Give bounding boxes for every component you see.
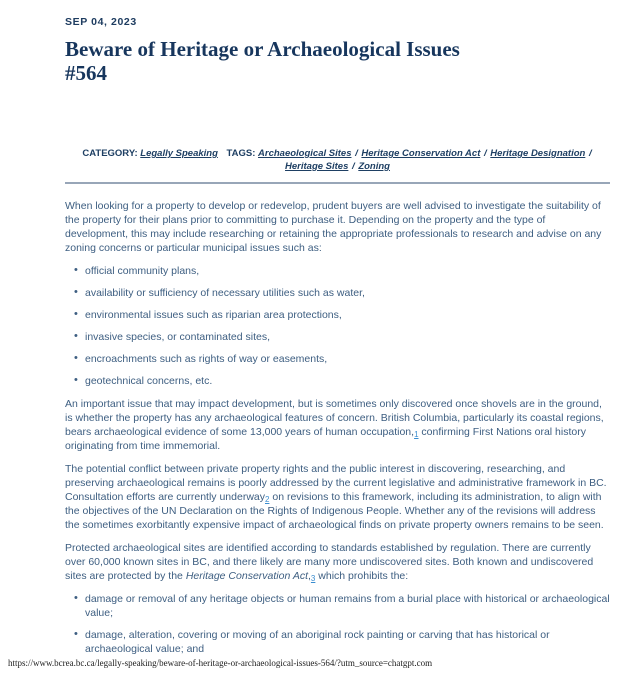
- list-item: • encroachments such as rights of way or easements,: [65, 352, 610, 366]
- tag-separator: /: [355, 148, 358, 159]
- act-name-italic: Heritage Conservation Act: [185, 570, 308, 582]
- list-item: • geotechnical concerns, etc.: [65, 374, 610, 388]
- category-label: CATEGORY:: [82, 148, 138, 159]
- list-item: • damage, alteration, covering or moving of an aboriginal rock painting or carving that has historical or archaeological value; and: [65, 628, 610, 656]
- list-item: • official community plans,: [65, 264, 610, 278]
- page-title: [65, 37, 610, 85]
- paragraph-text: on revisions to this framework, including its administration, to align with the objectives of the UN Declaration on the Rights of Indigenous People. Whether any of the revisions will address the sometimes exorbitantly expensive impact of archaeological finds on private property owners remains to be seen.: [65, 491, 604, 531]
- paragraph-conflict: [65, 462, 610, 532]
- paragraph-text: An important issue that may impact development, but is sometimes only discovered once shovels are in the ground, is whether the property has any archaeological features of concern. British Columbia, particularly its coastal regions, bears archaeological evidence of some 13,000 years of human occupation,: [65, 398, 604, 438]
- tag-link-heritage-sites[interactable]: Heritage Sites: [285, 161, 349, 172]
- page-title-line2: #564: [65, 61, 107, 85]
- print-footer-url: https://www.bcrea.bc.ca/legally-speaking/beware-of-heritage-or-archaeological-issues-564/?utm_source=chatgpt.com: [8, 658, 433, 668]
- zoning-issues-list: [65, 264, 610, 388]
- page-title-line1: Beware of Heritage or Archaeological Issues: [65, 37, 460, 61]
- list-item: • damage or removal of any heritage objects or human remains from a burial place with historical or archaeological value;: [65, 592, 610, 620]
- list-item: • invasive species, or contaminated sites,: [65, 330, 610, 344]
- article-date: SEP 04, 2023: [65, 16, 137, 28]
- paragraph-intro: When looking for a property to develop or redevelop, prudent buyers are well advised to investigate the suitability of the property for their plans prior to committing to purchase it. Depending on the property and the type of development, this may include researching or retaining the appropriate professionals to research and advise on any zoning concerns or particular municipal issues such as:: [65, 200, 602, 254]
- paragraph-text: which prohibits the:: [315, 570, 409, 582]
- footnote-link-1[interactable]: 1: [414, 430, 419, 439]
- tags-label: TAGS:: [226, 148, 256, 159]
- footnote-link-2[interactable]: 2: [265, 495, 270, 504]
- paragraph-protected-sites: [65, 541, 610, 583]
- tag-link-archaeological-sites[interactable]: Archaeological Sites: [258, 148, 352, 159]
- article-meta: [65, 147, 610, 173]
- divider-rule: [65, 182, 610, 184]
- paragraph-text: ,: [308, 570, 311, 582]
- category-link[interactable]: Legally Speaking: [140, 148, 218, 159]
- tag-link-heritage-designation[interactable]: Heritage Designation: [490, 148, 586, 159]
- tag-separator: /: [352, 161, 355, 172]
- article-page: [65, 0, 610, 665]
- footnote-link-3[interactable]: 3: [310, 574, 316, 583]
- paragraph-text: The potential conflict between private property rights and the public interest in discovering, researching, and preserving archaeological remains is poorly addressed by the current legislative and administrative framework in BC. Consultation efforts are currently underway: [65, 463, 607, 503]
- tag-separator: /: [588, 148, 592, 159]
- tag-link-zoning[interactable]: Zoning: [358, 161, 390, 172]
- paragraph-archaeology: [65, 397, 610, 453]
- list-item: • availability or sufficiency of necessary utilities such as water,: [65, 286, 610, 300]
- list-item: • environmental issues such as riparian area protections,: [65, 308, 610, 322]
- paragraph-text: confirming First Nations oral history originating from time immemorial.: [65, 426, 586, 452]
- prohibitions-list: [65, 592, 610, 656]
- paragraph-text: Protected archaeological sites are identified according to standards established by regulation. There are currently over 60,000 known sites in BC, and there likely are many more undiscovered sites. Both known and undiscovered sites are protected by the: [65, 542, 594, 582]
- tag-link-heritage-conservation-act[interactable]: Heritage Conservation Act: [361, 148, 481, 159]
- article-body: [65, 199, 610, 656]
- tag-separator: /: [484, 148, 487, 159]
